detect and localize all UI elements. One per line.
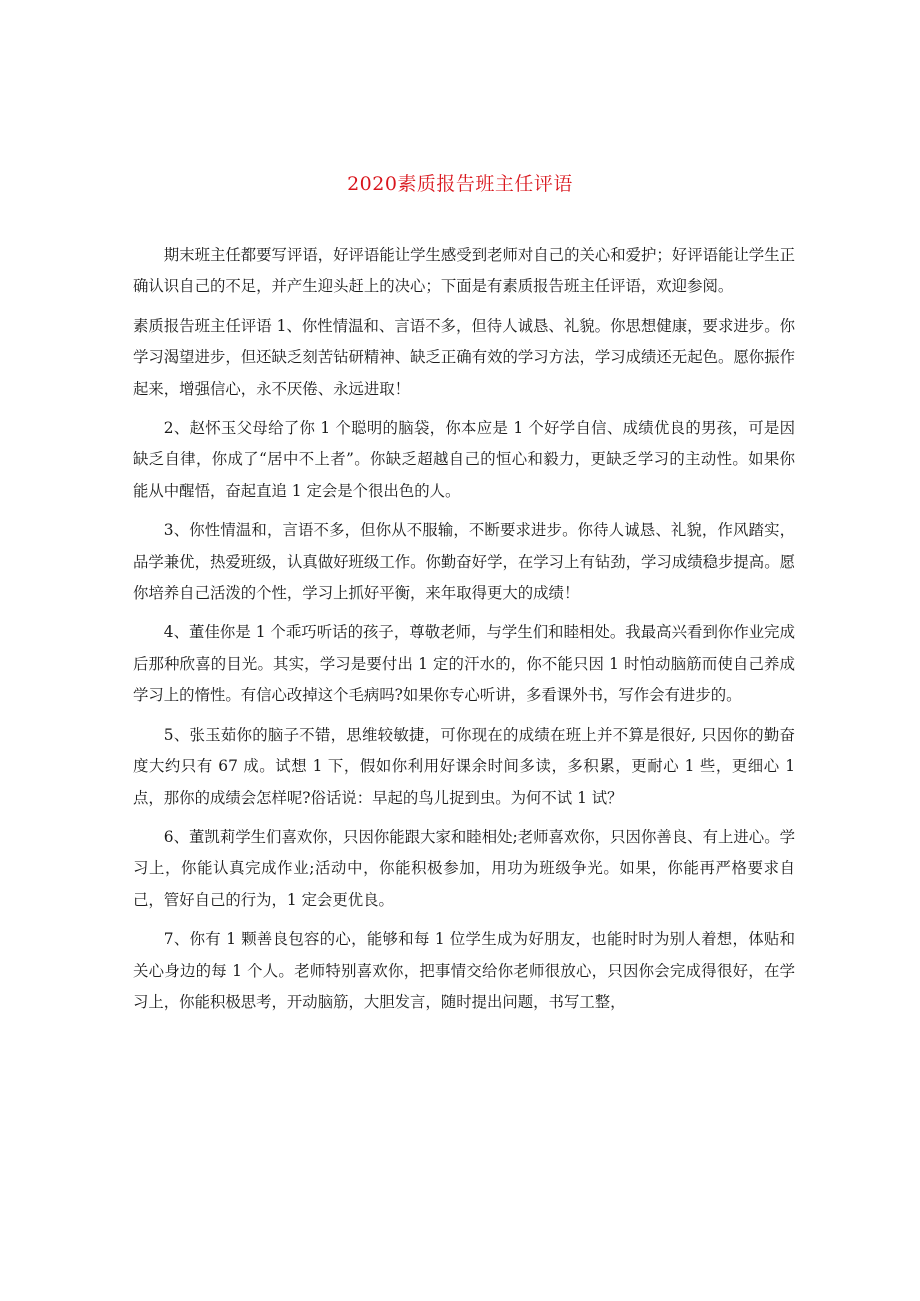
intro-paragraph: 期末班主任都要写评语，好评语能让学生感受到老师对自己的关心和爱护；好评语能让学生正确认识自己的不足，并产生迎头赶上的决心；下面是有素质报告班主任评语，欢迎参阅。 <box>133 246 795 296</box>
comment-paragraph-3: 3、你性情温和，言语不多，但你从不服输，不断要求进步。你待人诚恳、礼貌，作风踏实，品学兼优，热爱班级，认真做好班级工作。你勤奋好学，在学习上有钻劲，学习成绩稳步提高。愿你培养自己活泼的个性，学习上抓好平衡，来年取得更大的成绩！ <box>133 521 795 603</box>
comment-paragraph-1: 素质报告班主任评语 1、你性情温和、言语不多，但待人诚恳、礼貌。你思想健康，要求进步。你学习渴望进步，但还缺乏刻苦钻研精神、缺乏正确有效的学习方法，学习成绩还无起色。愿你振作起来，增强信心，永不厌倦、永远进取！ <box>133 316 795 398</box>
comment-paragraph-7: 7、你有 1 颗善良包容的心，能够和每 1 位学生成为好朋友，也能时时为别人着想，体贴和关心身边的每 1 个人。老师特别喜欢你，把事情交给你老师很放心，只因你会完成得很好，在学习上，你能积极思考，开动脑筋，大胆发言，随时提出问题，书写工整， <box>133 930 795 1011</box>
document-body <box>133 240 795 1026</box>
comment-paragraph-2: 2、赵怀玉父母给了你 1 个聪明的脑袋，你本应是 1 个好学自信、成绩优良的男孩，可是因缺乏自律，你成了“居中不上者”。你缺乏超越自己的恒心和毅力，更缺乏学习的主动性。如果你能从中醒悟，奋起直追 1 定会是个很出色的人。 <box>133 419 795 500</box>
comment-paragraph-6: 6、董凯莉学生们喜欢你，只因你能跟大家和睦相处;老师喜欢你，只因你善良、有上进心。学习上，你能认真完成作业;活动中，你能积极参加，用功为班级争光。如果，你能再严格要求自己，管好自己的行为，1 定会更优良。 <box>133 827 795 909</box>
comment-paragraph-5: 5、张玉茹你的脑子不错，思维较敏捷，可你现在的成绩在班上并不算是很好, 只因你的勤奋度大约只有 67 成。试想 1 下，假如你利用好课余时间多读，多积累，更耐心 1 些，更细心 1 点，那你的成绩会怎样呢?俗话说：早起的鸟儿捉到虫。为何不试 1 试？ <box>133 725 795 807</box>
document-title: 2020素质报告班主任评语 <box>347 173 573 195</box>
comment-paragraph-4: 4、董佳你是 1 个乖巧听话的孩子，尊敬老师，与学生们和睦相处。我最高兴看到你作业完成后那种欣喜的目光。其实，学习是要付出 1 定的汗水的，你不能只因 1 时怕动脑筋而使自己养成学习上的惰性。有信心改掉这个毛病吗?如果你专心听讲，多看课外书，写作会有进步的。 <box>133 623 795 705</box>
